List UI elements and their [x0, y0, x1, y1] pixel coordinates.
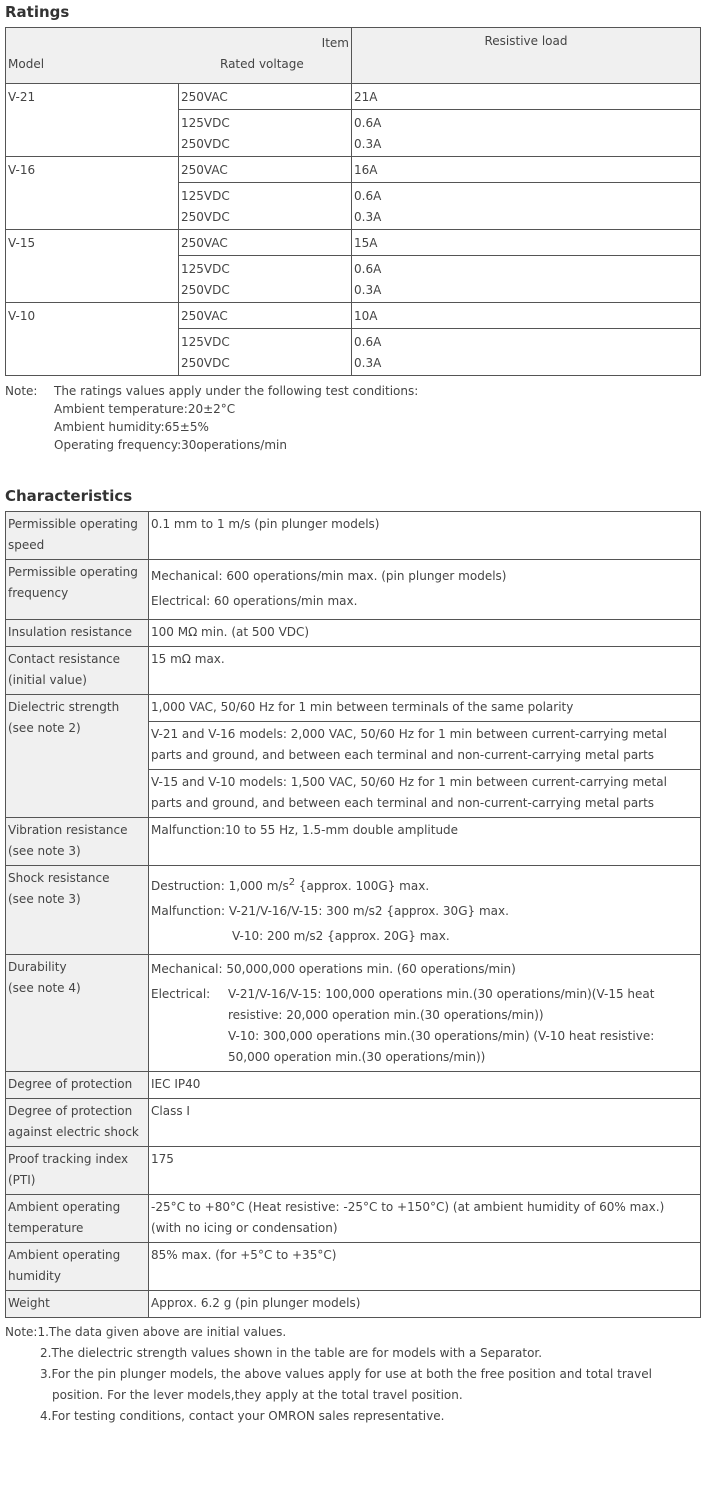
voltage-cell: 250VAC — [179, 303, 352, 329]
load-cell: 10A — [352, 303, 701, 329]
ratings-row — [6, 157, 701, 183]
row-value — [149, 1072, 701, 1099]
value-line: resistive: 20,000 operation min.(30 operations/min)) — [228, 1008, 544, 1022]
label-line: Ambient operating — [8, 1248, 121, 1262]
row-value — [149, 647, 701, 695]
label-line: speed — [8, 538, 45, 552]
label-line: (PTI) — [8, 1173, 36, 1187]
electrical-block — [151, 984, 698, 1068]
row-value — [149, 1099, 701, 1147]
characteristics-row — [6, 512, 701, 560]
load-line: 0.6A — [354, 189, 382, 203]
ratings-table — [5, 27, 701, 376]
label-line: Dielectric strength — [8, 700, 120, 714]
row-label — [6, 560, 149, 620]
label-line: (see note 3) — [8, 892, 81, 906]
value-line: Class I — [151, 1104, 190, 1118]
row-value — [149, 620, 701, 647]
value-line: Electrical: 60 operations/min max. — [151, 594, 358, 608]
voltage-line: 250VDC — [181, 137, 230, 151]
voltage-line: 250VDC — [181, 210, 230, 224]
value-line: 85% max. (for +5°C to +35°C) — [151, 1248, 337, 1262]
load-cell: 16A — [352, 157, 701, 183]
characteristics-row — [6, 647, 701, 695]
row-value — [149, 955, 701, 1072]
characteristics-title: Characteristics — [5, 487, 133, 505]
model-cell: V-10 — [6, 303, 179, 376]
note-line: position. For the lever models,they apply at the total travel position. — [52, 1388, 463, 1402]
characteristics-notes — [5, 1322, 715, 1427]
model-cell: V-16 — [6, 157, 179, 230]
label-line: Contact resistance — [8, 652, 121, 666]
row-value — [149, 695, 701, 722]
load-line: 0.3A — [354, 356, 382, 370]
label-line: Durability — [8, 960, 67, 974]
value-line: V-10: 300,000 operations min.(30 operations/min) (V-10 heat resistive: — [228, 1029, 655, 1043]
label-line: Vibration resistance — [8, 823, 128, 837]
value-line: Mechanical: 600 operations/min max. (pin plunger models) — [151, 569, 507, 583]
voltage-cell — [179, 183, 352, 230]
destruction-rest: {approx. 100G} max. — [295, 879, 430, 893]
value-line: 50,000 operation min.(30 operations/min)) — [228, 1050, 486, 1064]
voltage-line: 125VDC — [181, 335, 230, 349]
value-line: V-21/V-16/V-15: 100,000 operations min.(30 operations/min)(V-15 heat — [228, 987, 655, 1001]
row-label — [6, 1291, 149, 1318]
header-item: Item — [321, 36, 349, 50]
row-value — [149, 1195, 701, 1243]
row-label — [6, 1195, 149, 1243]
row-value — [149, 722, 701, 770]
row-label — [6, 955, 149, 1072]
electrical-lines — [228, 984, 654, 1068]
voltage-line: 250VDC — [181, 356, 230, 370]
load-line: 0.6A — [354, 335, 382, 349]
row-label — [6, 695, 149, 818]
ratings-row — [6, 303, 701, 329]
load-cell — [352, 256, 701, 303]
load-line: 0.6A — [354, 262, 382, 276]
load-cell: 21A — [352, 84, 701, 110]
ratings-title: Ratings — [5, 3, 70, 21]
voltage-line: 250VDC — [181, 283, 230, 297]
row-value — [149, 866, 701, 955]
characteristics-row — [6, 560, 701, 620]
row-label — [6, 620, 149, 647]
value-line: 175 — [151, 1152, 174, 1166]
electrical-label: Electrical: — [151, 987, 211, 1001]
value-line: (with no icing or condensation) — [151, 1221, 338, 1235]
mechanical-line: Mechanical: 50,000,000 operations min. (60 operations/min) — [151, 962, 516, 976]
header-item-model — [6, 28, 352, 84]
value-line: Approx. 6.2 g (pin plunger models) — [151, 1296, 361, 1310]
label-line: Permissible operating — [8, 517, 138, 531]
label-line: humidity — [8, 1269, 61, 1283]
value-line: V-21 and V-16 models: 2,000 VAC, 50/60 Hz for 1 min between current-carrying metal — [151, 727, 667, 741]
row-value — [149, 1291, 701, 1318]
characteristics-table — [5, 511, 701, 1318]
label-line: (initial value) — [8, 673, 87, 687]
value-line: 1,000 VAC, 50/60 Hz for 1 min between terminals of the same polarity — [151, 700, 574, 714]
value-line: 100 MΩ min. (at 500 VDC) — [151, 625, 310, 639]
characteristics-row — [6, 695, 701, 722]
label-line: frequency — [8, 586, 69, 600]
note-label: Note: — [5, 1325, 38, 1339]
value-line: IEC IP40 — [151, 1077, 201, 1091]
destruction-label: Destruction: — [151, 879, 225, 893]
row-value — [149, 770, 701, 818]
row-label — [6, 1072, 149, 1099]
value-line: Malfunction:10 to 55 Hz, 1.5-mm double amplitude — [151, 823, 459, 837]
value-line: parts and ground, and between each terminal and non-current-carrying metal parts — [151, 748, 655, 762]
voltage-cell: 250VAC — [179, 230, 352, 256]
ratings-note — [5, 382, 715, 454]
destruction-value: 1,000 m/s — [228, 879, 289, 893]
label-line: Insulation resistance — [8, 625, 133, 639]
ratings-row — [6, 84, 701, 110]
header-resistive-load: Resistive load — [352, 28, 701, 84]
note-line: Ambient temperature:20±2°C — [54, 402, 236, 416]
label-line: Degree of protection — [8, 1104, 133, 1118]
voltage-cell: 250VAC — [179, 84, 352, 110]
note-line: 3.For the pin plunger models, the above values apply for use at both the free position and total travel — [40, 1367, 652, 1381]
load-line: 0.3A — [354, 283, 382, 297]
model-cell: V-21 — [6, 84, 179, 157]
characteristics-row — [6, 1291, 701, 1318]
load-cell — [352, 183, 701, 230]
header-model: Model — [8, 57, 45, 71]
load-cell: 15A — [352, 230, 701, 256]
voltage-cell — [179, 256, 352, 303]
label-line: Proof tracking index — [8, 1152, 129, 1166]
characteristics-row — [6, 955, 701, 1072]
label-line: (see note 4) — [8, 981, 81, 995]
row-label — [6, 866, 149, 955]
load-cell — [352, 329, 701, 376]
malfunction-line: Malfunction: V-21/V-16/V-15: 300 m/s2 {approx. 30G} max. — [151, 904, 509, 918]
label-line: Weight — [8, 1296, 50, 1310]
ratings-row — [6, 230, 701, 256]
row-label — [6, 1099, 149, 1147]
voltage-line: 125VDC — [181, 116, 230, 130]
row-label — [6, 512, 149, 560]
value-line: 0.1 mm to 1 m/s (pin plunger models) — [151, 517, 380, 531]
voltage-line: 125VDC — [181, 189, 230, 203]
label-line: temperature — [8, 1221, 84, 1235]
malfunction-line: V-10: 200 m/s2 {approx. 20G} max. — [232, 929, 450, 943]
voltage-line: 125VDC — [181, 262, 230, 276]
characteristics-row — [6, 818, 701, 866]
label-line: Permissible operating — [8, 565, 138, 579]
label-line: (see note 2) — [8, 721, 81, 735]
voltage-cell: 250VAC — [179, 157, 352, 183]
row-value — [149, 512, 701, 560]
row-value — [149, 818, 701, 866]
note-line: 2.The dielectric strength values shown in the table are for models with a Separator. — [40, 1346, 543, 1360]
row-label — [6, 818, 149, 866]
destruction-line — [151, 872, 698, 897]
label-line: (see note 3) — [8, 844, 81, 858]
value-line: parts and ground, and between each terminal and non-current-carrying metal parts — [151, 796, 655, 810]
characteristics-row — [6, 620, 701, 647]
load-line: 0.3A — [354, 210, 382, 224]
row-value — [149, 1243, 701, 1291]
characteristics-row — [6, 1147, 701, 1195]
load-cell — [352, 110, 701, 157]
label-line: Ambient operating — [8, 1200, 121, 1214]
voltage-cell — [179, 110, 352, 157]
row-label — [6, 1147, 149, 1195]
label-line: Shock resistance — [8, 871, 110, 885]
value-line: -25°C to +80°C (Heat resistive: -25°C to +150°C) (at ambient humidity of 60% max.) — [151, 1200, 665, 1214]
load-line: 0.3A — [354, 137, 382, 151]
note-line: 1.The data given above are initial values. — [37, 1325, 287, 1339]
characteristics-row — [6, 1195, 701, 1243]
note-label: Note: — [5, 384, 38, 398]
row-value — [149, 560, 701, 620]
value-line: 15 mΩ max. — [151, 652, 225, 666]
note-line: Operating frequency:30operations/min — [54, 438, 287, 452]
row-label — [6, 647, 149, 695]
value-line: V-15 and V-10 models: 1,500 VAC, 50/60 Hz for 1 min between current-carrying metal — [151, 775, 667, 789]
superscript: 2 — [288, 877, 296, 888]
header-rated-voltage: Rated voltage — [220, 57, 304, 71]
characteristics-row — [6, 866, 701, 955]
characteristics-row — [6, 1243, 701, 1291]
note-line: Ambient humidity:65±5% — [54, 420, 209, 434]
load-line: 0.6A — [354, 116, 382, 130]
label-line: against electric shock — [8, 1125, 139, 1139]
row-value — [149, 1147, 701, 1195]
model-cell: V-15 — [6, 230, 179, 303]
row-label — [6, 1243, 149, 1291]
note-line: 4.For testing conditions, contact your OMRON sales representative. — [40, 1409, 445, 1423]
voltage-cell — [179, 329, 352, 376]
characteristics-row — [6, 1099, 701, 1147]
note-line: The ratings values apply under the following test conditions: — [54, 384, 419, 398]
label-line: Degree of protection — [8, 1077, 133, 1091]
characteristics-row — [6, 1072, 701, 1099]
